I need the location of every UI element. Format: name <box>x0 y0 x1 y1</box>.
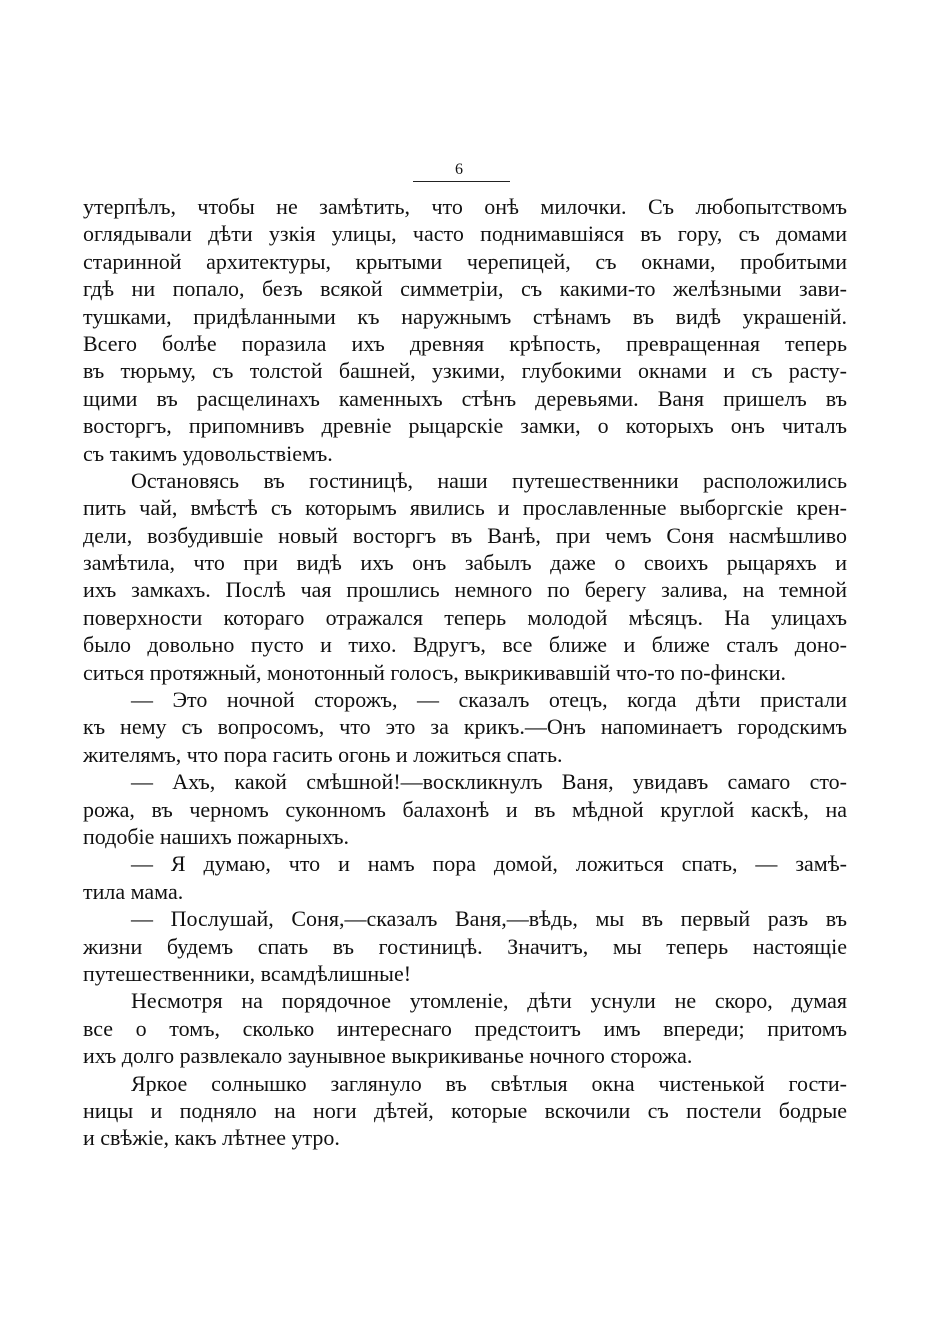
text-line: рожа, въ черномъ суконномъ балахонѣ и въ мѣдной круглой каскѣ, на <box>83 796 847 822</box>
text-line: Несмотря на порядочное утомленіе, дѣти уснули не скоро, думая <box>131 988 847 1014</box>
text-line: путешественники, всамдѣлишные! <box>83 960 412 986</box>
text-line: тушками, придѣланными къ наружнымъ стѣнамъ въ видѣ украшеній. <box>83 303 847 329</box>
text-line: Яркое солнышко заглянуло въ свѣтлыя окна чистенькой гости- <box>131 1070 847 1096</box>
paragraph-2 <box>83 467 847 686</box>
paragraph-3 <box>83 686 847 768</box>
text-line: оглядывали дѣти узкія улицы, часто поднимавшіяся въ гору, съ домами <box>83 221 847 247</box>
body-text <box>83 193 847 1152</box>
text-line: въ тюрьму, съ толстой башней, узкими, глубокими окнами и съ расту- <box>83 358 847 384</box>
paragraph-4 <box>83 768 847 850</box>
text-line: ситься протяжный, монотонный голосъ, выкрикивавшій что-то по-фински. <box>83 659 787 685</box>
text-line: дели, возбудившіе новый восторгъ въ Ванѣ, при чемъ Соня насмѣшливо <box>83 522 847 548</box>
text-line: ницы и подняло на ноги дѣтей, которые вскочили съ постели бодрые <box>83 1097 847 1123</box>
text-line: жизни будемъ спать въ гостиницѣ. Значитъ, мы теперь настоящіе <box>83 933 847 959</box>
text-line: — Я думаю, что и намъ пора домой, ложиться спать, — замѣ- <box>131 851 847 877</box>
text-line: восторгъ, припомнивъ древніе рыцарскіе замки, о которыхъ онъ читалъ <box>83 413 847 439</box>
text-line: было довольно пусто и тихо. Вдругъ, все ближе и ближе сталъ доно- <box>83 632 847 658</box>
paragraph-8 <box>83 1070 847 1152</box>
text-line: утерпѣлъ, чтобы не замѣтить, что онѣ милочки. Съ любопытствомъ <box>83 194 847 219</box>
text-line: пить чай, вмѣстѣ съ которымъ явились и прославленные выборгскіе крен- <box>83 495 847 521</box>
text-line: поверхности котораго отражался теперь молодой мѣсяцъ. На улицахъ <box>83 604 847 630</box>
text-line: — Послушай, Соня,—сказалъ Ваня,—вѣдь, мы въ первый разъ въ <box>131 906 847 932</box>
text-line: все о томъ, сколько интереснаго предстоитъ имъ впереди; притомъ <box>83 1015 847 1041</box>
text-line: ихъ долго развлекало заунывное выкрикиванье ночного сторожа. <box>83 1043 693 1069</box>
text-line: гдѣ ни попало, безъ всякой симметріи, съ какими-то желѣзными зави- <box>83 276 847 302</box>
text-line: Всего болѣе поразила ихъ древняя крѣпость, превращенная теперь <box>83 330 847 356</box>
text-line: щими въ расщелинахъ каменныхъ стѣнъ деревьями. Ваня пришелъ въ <box>83 385 847 411</box>
paragraph-6 <box>83 905 847 987</box>
text-line: и свѣжіе, какъ лѣтнее утро. <box>83 1125 340 1151</box>
paragraph-7 <box>83 987 847 1069</box>
text-line: жителямъ, что пора гасить огонь и ложиться спать. <box>83 741 563 767</box>
text-line: старинной архитектуры, крытыми черепицей, съ окнами, пробитыми <box>83 248 847 274</box>
text-line: съ такимъ удовольствіемъ. <box>83 440 333 466</box>
text-line: подобіе нашихъ пожарныхъ. <box>83 823 349 849</box>
text-line: ихъ замкахъ. Послѣ чая прошлись немного по берегу залива, на темной <box>83 577 847 603</box>
text-line: Остановясь въ гостиницѣ, наши путешественники расположились <box>131 467 847 493</box>
text-line: — Ахъ, какой смѣшной!—воскликнулъ Ваня, увидавъ самаго сто- <box>131 769 847 795</box>
text-line: — Это ночной сторожъ, — сказалъ отецъ, когда дѣти пристали <box>131 687 847 713</box>
page-number: 6 <box>455 161 463 178</box>
text-line: къ нему съ вопросомъ, что это за крикъ.—Онъ напоминаетъ городскимъ <box>83 714 847 740</box>
text-line: замѣтила, что при видѣ ихъ онъ забылъ даже о своихъ рыцаряхъ и <box>83 550 847 576</box>
text-line: тила мама. <box>83 878 184 904</box>
paragraph-1 <box>83 193 847 467</box>
paragraph-5 <box>83 850 847 905</box>
page-number-rule <box>413 181 510 182</box>
